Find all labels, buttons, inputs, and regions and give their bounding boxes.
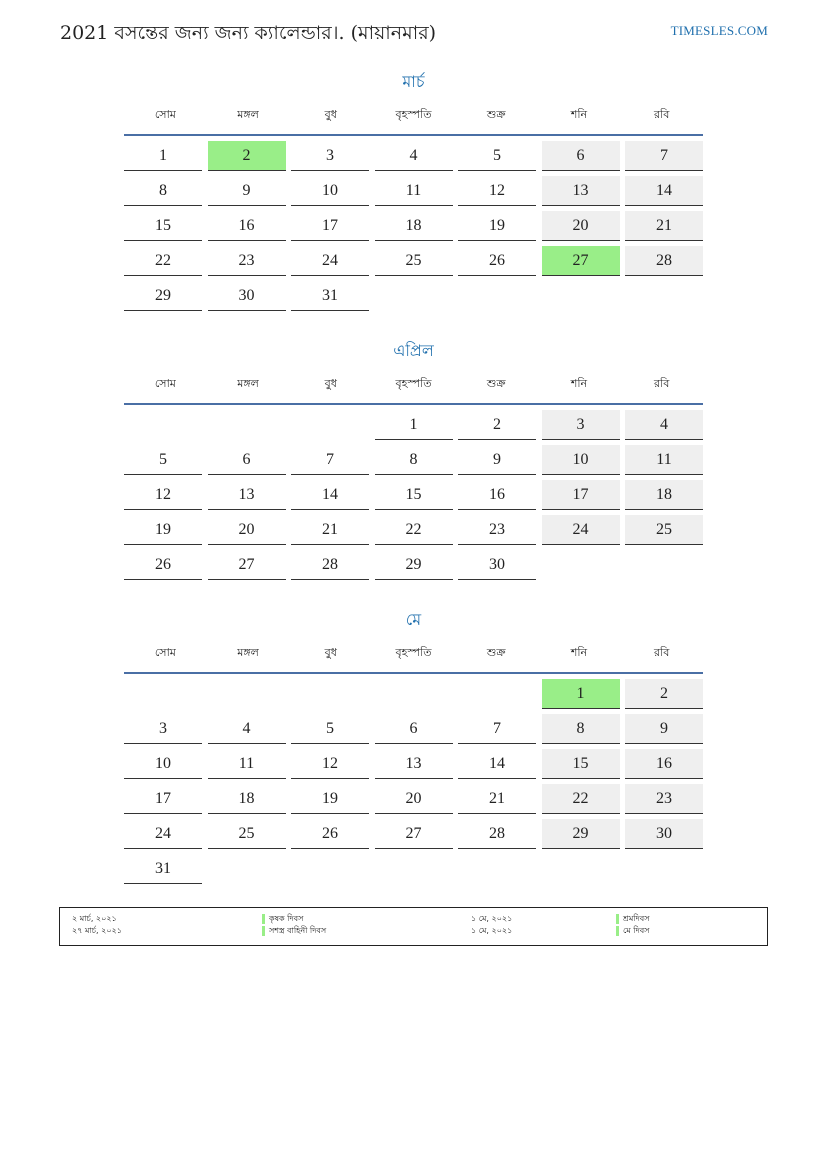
legend-holiday-name: শ্রমদিবস [623,914,650,923]
day-cell: 29 [124,281,202,311]
weekday-label: বুধ [324,108,337,121]
legend-holiday [616,913,650,925]
legend-date: ২ মার্চ, ২০২১ [72,914,117,923]
day-cell: 8 [375,445,453,475]
day-cell: 19 [291,784,369,814]
month-calendar [124,339,703,580]
day-cell: 26 [291,819,369,849]
day-cell: 4 [625,410,703,440]
weekday-label: মঙ্গল [237,108,259,121]
day-cell: 22 [124,246,202,276]
page-title: 2021 বসন্তের জন্য জন্য ক্যালেন্ডার।. (মায়ানমার) [60,22,437,44]
weekday-label: বৃহস্পতি [395,108,432,121]
day-cell: 5 [458,141,536,171]
day-cell: 9 [208,176,286,206]
holiday-marker [262,914,265,924]
day-cell: 9 [458,445,536,475]
legend-date: ১ মে, ২০২১ [471,926,513,935]
month-calendar [124,70,703,311]
day-cell: 16 [458,480,536,510]
empty-day-cell [124,410,202,440]
day-cell: 10 [291,176,369,206]
day-cell: 26 [458,246,536,276]
weekday-label: শনি [570,377,588,390]
weekday-label: মঙ্গল [237,646,259,659]
weekday-label: সোম [154,108,176,121]
legend-holiday-name: মে দিবস [623,926,650,935]
day-cell: 23 [208,246,286,276]
day-cell: 27 [375,819,453,849]
day-cell: 24 [291,246,369,276]
holiday-day-cell: 27 [542,246,620,276]
day-grid [124,141,703,311]
weekday-header [124,104,703,126]
day-grid [124,679,703,884]
day-cell: 2 [625,679,703,709]
legend-holiday [262,913,303,925]
day-cell: 6 [375,714,453,744]
holiday-legend [59,907,768,946]
day-cell: 30 [208,281,286,311]
day-cell: 14 [458,749,536,779]
month-calendar [124,608,703,884]
day-cell: 19 [458,211,536,241]
day-cell: 7 [458,714,536,744]
day-cell: 5 [124,445,202,475]
empty-day-cell [208,679,286,709]
day-cell: 3 [542,410,620,440]
day-cell: 22 [542,784,620,814]
day-cell: 20 [542,211,620,241]
day-cell: 17 [124,784,202,814]
day-cell: 22 [375,515,453,545]
day-cell: 23 [625,784,703,814]
legend-date: ২৭ মার্চ, ২০২১ [72,926,122,935]
empty-day-cell [124,679,202,709]
day-cell: 25 [208,819,286,849]
day-cell: 13 [375,749,453,779]
holiday-marker [616,926,619,936]
empty-day-cell [291,410,369,440]
day-cell: 20 [208,515,286,545]
weekday-label: বৃহস্পতি [395,377,432,390]
day-cell: 3 [291,141,369,171]
day-cell: 12 [458,176,536,206]
weekday-label: শুক্র [486,377,506,390]
day-cell: 15 [375,480,453,510]
day-cell: 24 [124,819,202,849]
day-cell: 10 [124,749,202,779]
month-name: মার্চ [402,72,425,91]
day-cell: 15 [124,211,202,241]
day-cell: 11 [375,176,453,206]
holiday-marker [262,926,265,936]
weekday-label: শনি [570,646,588,659]
holiday-day-cell: 1 [542,679,620,709]
empty-day-cell [458,679,536,709]
holiday-day-cell: 2 [208,141,286,171]
day-cell: 8 [124,176,202,206]
day-cell: 20 [375,784,453,814]
header-rule [124,134,703,136]
day-cell: 5 [291,714,369,744]
weekday-label: শনি [570,108,588,121]
legend-holiday-name: কৃষক দিবস [269,914,304,923]
day-cell: 16 [208,211,286,241]
day-cell: 28 [625,246,703,276]
day-cell: 17 [542,480,620,510]
day-cell: 16 [625,749,703,779]
day-cell: 11 [625,445,703,475]
weekday-label: সোম [154,646,176,659]
day-cell: 27 [208,550,286,580]
weekday-label: সোম [154,377,176,390]
day-cell: 11 [208,749,286,779]
legend-holiday [262,925,326,937]
day-cell: 1 [124,141,202,171]
month-name: মে [405,610,422,629]
day-cell: 1 [375,410,453,440]
holiday-marker [616,914,619,924]
day-cell: 28 [291,550,369,580]
site-link[interactable]: TIMESLES.COM [670,23,768,38]
day-cell: 6 [208,445,286,475]
day-cell: 14 [625,176,703,206]
day-cell: 6 [542,141,620,171]
weekday-label: বৃহস্পতি [395,646,432,659]
day-cell: 18 [208,784,286,814]
weekday-label: মঙ্গল [237,377,259,390]
legend-date: ১ মে, ২০২১ [471,914,513,923]
day-cell: 30 [625,819,703,849]
day-cell: 4 [375,141,453,171]
day-cell: 24 [542,515,620,545]
day-cell: 18 [375,211,453,241]
legend-holiday-name: সশস্ত্র বাহিনী দিবস [269,926,327,935]
day-cell: 13 [208,480,286,510]
empty-day-cell [291,679,369,709]
weekday-label: রবি [654,646,670,659]
day-cell: 12 [124,480,202,510]
day-cell: 30 [458,550,536,580]
day-cell: 26 [124,550,202,580]
day-cell: 13 [542,176,620,206]
day-cell: 7 [625,141,703,171]
day-cell: 2 [458,410,536,440]
day-cell: 31 [124,854,202,884]
day-grid [124,410,703,580]
day-cell: 14 [291,480,369,510]
day-cell: 17 [291,211,369,241]
day-cell: 28 [458,819,536,849]
day-cell: 10 [542,445,620,475]
day-cell: 21 [625,211,703,241]
day-cell: 4 [208,714,286,744]
legend-holiday [616,925,649,937]
empty-day-cell [208,410,286,440]
weekday-header [124,373,703,395]
day-cell: 9 [625,714,703,744]
day-cell: 8 [542,714,620,744]
weekday-header [124,642,703,664]
weekday-label: বুধ [324,646,337,659]
day-cell: 21 [458,784,536,814]
day-cell: 23 [458,515,536,545]
day-cell: 3 [124,714,202,744]
weekday-label: শুক্র [486,108,506,121]
day-cell: 29 [375,550,453,580]
day-cell: 19 [124,515,202,545]
day-cell: 15 [542,749,620,779]
header-rule [124,672,703,674]
weekday-label: বুধ [324,377,337,390]
day-cell: 29 [542,819,620,849]
day-cell: 25 [625,515,703,545]
day-cell: 12 [291,749,369,779]
day-cell: 25 [375,246,453,276]
weekday-label: রবি [654,108,670,121]
header-rule [124,403,703,405]
day-cell: 7 [291,445,369,475]
day-cell: 18 [625,480,703,510]
empty-day-cell [375,679,453,709]
month-name: এপ্রিল [393,341,434,360]
weekday-label: রবি [654,377,670,390]
weekday-label: শুক্র [486,646,506,659]
day-cell: 31 [291,281,369,311]
day-cell: 21 [291,515,369,545]
